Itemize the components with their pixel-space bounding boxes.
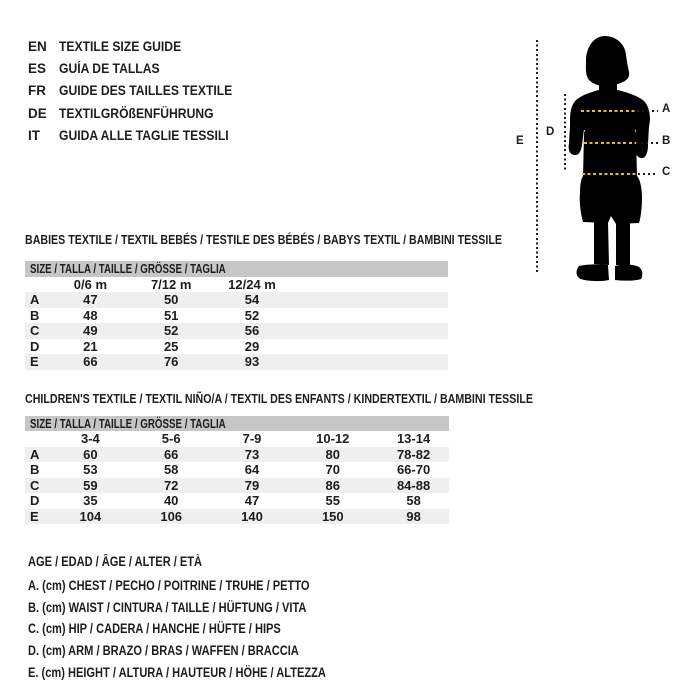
table-row <box>25 292 448 308</box>
cell: 25 <box>163 338 179 354</box>
babies-size-header-bar: SIZE / TALLA / TAILLE / GRÖSSE / TAGLIA <box>25 261 448 277</box>
language-label: GUIDE DES TAILLES TEXTILE <box>59 83 233 99</box>
row-label: D <box>30 338 40 354</box>
column-header: 12/24 m <box>228 276 276 292</box>
table-row <box>25 354 448 370</box>
cell: 53 <box>83 462 98 477</box>
language-code: FR <box>28 83 46 99</box>
babies-table <box>25 277 448 370</box>
cell: 98 <box>406 508 421 524</box>
cell: 40 <box>163 493 179 508</box>
cell: 106 <box>160 508 183 524</box>
cell: 51 <box>163 307 179 323</box>
language-row-fr <box>28 80 252 102</box>
legend-line-arm: D. (cm) ARM / BRAZO / BRAS / WAFFEN / BRACCIA <box>28 643 299 659</box>
cell: 78-82 <box>396 446 431 462</box>
table-row <box>25 493 449 509</box>
legend-line-waist: B. (cm) WAIST / CINTURA / TAILLE / HÜFTUNG / VITA <box>28 599 307 615</box>
column-header: 5-6 <box>161 431 181 446</box>
table-row <box>25 509 449 525</box>
language-code: DE <box>28 105 47 121</box>
cell: 66 <box>83 354 98 369</box>
waist-line-b-yellow <box>584 142 636 144</box>
cell: 60 <box>83 446 98 462</box>
cell: 79 <box>244 477 260 493</box>
cell: 66-70 <box>396 462 431 477</box>
cell: 58 <box>163 462 179 477</box>
cell: 21 <box>83 338 98 354</box>
legend-line-height: E. (cm) HEIGHT / ALTURA / HAUTEUR / HÖHE / ALTEZZA <box>28 664 326 680</box>
column-header: 3-4 <box>81 431 100 446</box>
language-code: ES <box>28 61 47 77</box>
cell: 93 <box>244 354 260 369</box>
legend-line-chest: A. (cm) CHEST / PECHO / POITRINE / TRUHE / PETTO <box>28 577 310 593</box>
language-row-es <box>28 57 252 79</box>
children-table <box>25 431 449 524</box>
children-section-title: CHILDREN'S TEXTILE / TEXTIL NIÑO/A / TEXTIL DES ENFANTS / KINDERTEXTIL / BAMBINI TESSILE <box>25 391 533 406</box>
table-row <box>25 323 448 339</box>
cell: 35 <box>83 493 98 508</box>
cell: 86 <box>325 477 341 493</box>
row-label: C <box>30 477 40 493</box>
language-row-it <box>28 125 252 147</box>
cell: 52 <box>244 307 260 323</box>
language-row-en <box>28 35 252 57</box>
measurement-legend <box>28 551 391 684</box>
babies-section-title: BABIES TEXTILE / TEXTIL BEBÉS / TESTILE DES BÉBÉS / BABYS TEXTIL / BAMBINI TESSILE <box>25 232 503 247</box>
cell: 55 <box>325 493 341 508</box>
cell: 84-88 <box>396 477 431 493</box>
column-header: 10-12 <box>316 431 350 446</box>
table-row <box>25 308 448 324</box>
row-label: E <box>30 508 39 524</box>
cell: 150 <box>321 508 344 524</box>
cell: 70 <box>325 462 341 477</box>
cell: 47 <box>83 292 98 307</box>
language-label: TEXTILGRÖßENFÜHRUNG <box>59 105 214 121</box>
language-label: TEXTILE SIZE GUIDE <box>59 38 182 54</box>
measure-label-a: A <box>662 103 671 115</box>
cell: 52 <box>163 323 179 338</box>
language-row-de <box>28 102 252 124</box>
cell: 54 <box>244 292 260 307</box>
language-code: IT <box>28 128 40 144</box>
cell: 59 <box>83 477 98 493</box>
cell: 80 <box>325 446 341 462</box>
row-label: A <box>30 292 40 307</box>
measure-label-c: C <box>662 166 671 178</box>
language-label: GUIDA ALLE TAGLIE TESSILI <box>59 128 229 144</box>
chest-line-a-yellow <box>581 110 637 112</box>
arm-line-d <box>564 94 566 171</box>
table-row <box>25 478 449 494</box>
cell: 76 <box>163 354 179 369</box>
cell: 73 <box>244 446 260 462</box>
table-row <box>25 462 449 478</box>
babies-column-header-row <box>25 277 448 293</box>
child-silhouette <box>555 33 665 285</box>
row-label: D <box>30 493 40 508</box>
children-size-header-bar: SIZE / TALLA / TAILLE / GRÖSSE / TAGLIA <box>25 416 449 432</box>
language-list <box>28 35 252 147</box>
cell: 56 <box>244 323 260 338</box>
column-header: 0/6 m <box>73 276 108 292</box>
row-label: B <box>30 462 40 477</box>
column-header: 7/12 m <box>150 276 192 292</box>
table-row <box>25 447 449 463</box>
chest-line-a-leader <box>637 110 658 112</box>
row-label: E <box>30 354 39 369</box>
cell: 64 <box>244 462 260 477</box>
hip-line-c-yellow <box>582 173 638 175</box>
legend-line-hip: C. (cm) HIP / CADERA / HANCHE / HÜFTE / HIPS <box>28 621 281 637</box>
row-label: C <box>30 323 40 338</box>
cell: 140 <box>241 508 263 524</box>
cell: 104 <box>79 508 102 524</box>
column-header: 7-9 <box>242 431 262 446</box>
cell: 72 <box>163 477 179 493</box>
column-header: 13-14 <box>396 431 431 446</box>
cell: 49 <box>83 323 98 338</box>
cell: 29 <box>244 338 260 354</box>
measure-label-e: E <box>516 135 524 147</box>
children-column-header-row <box>25 431 449 447</box>
hip-line-c-leader <box>638 173 658 175</box>
table-row <box>25 339 448 355</box>
legend-age-line: AGE / EDAD / ÂGE / ALTER / ETÀ <box>28 554 203 569</box>
waist-line-b-leader <box>636 142 658 144</box>
measure-label-d: D <box>546 126 555 138</box>
cell: 48 <box>83 307 98 323</box>
cell: 58 <box>406 493 421 508</box>
language-code: EN <box>28 38 47 54</box>
row-label: A <box>30 446 40 462</box>
language-label: GUÍA DE TALLAS <box>59 61 160 77</box>
measure-label-b: B <box>662 135 671 147</box>
cell: 50 <box>163 292 179 307</box>
cell: 66 <box>163 446 179 462</box>
row-label: B <box>30 307 40 323</box>
cell: 47 <box>244 493 260 508</box>
